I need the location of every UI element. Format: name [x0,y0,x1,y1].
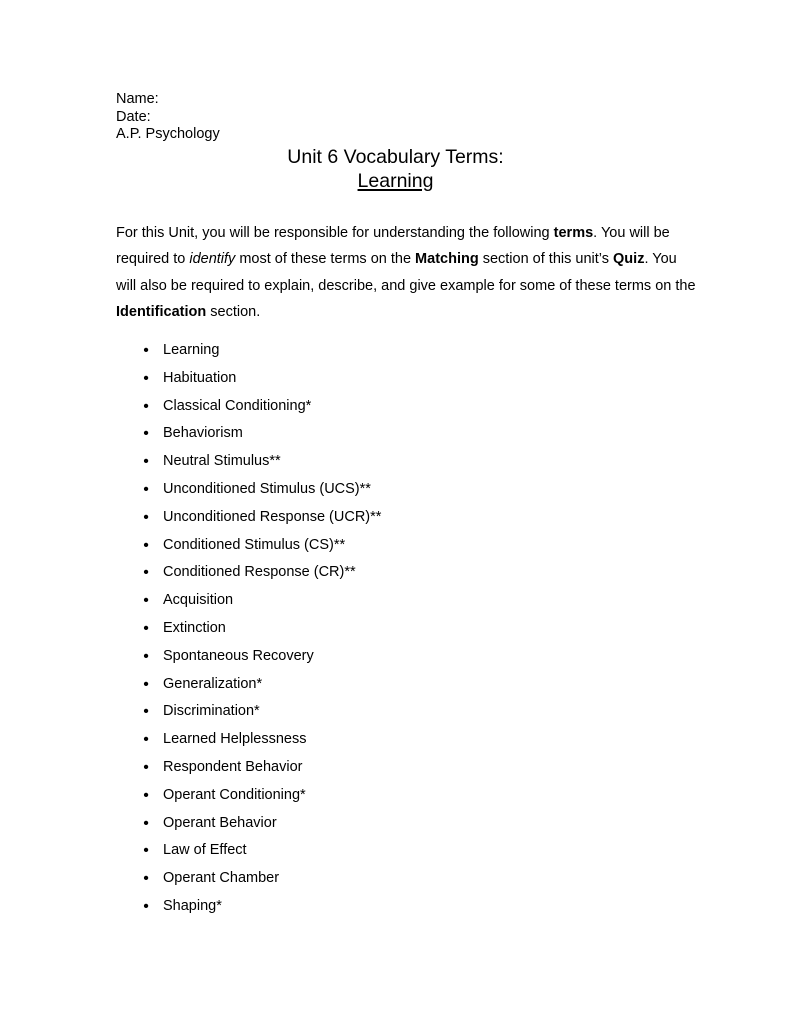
list-item [116,837,381,865]
bullet-icon: • [143,814,149,832]
list-item [116,587,381,615]
bullet-icon: • [143,480,149,498]
bullet-icon: • [143,342,149,359]
term-label: Respondent Behavior [163,758,303,775]
name-label: Name: [116,91,159,107]
term-label: Acquisition [163,592,234,609]
bullet-icon: • [143,508,149,526]
intro-text-1: For this Unit, you will be responsible for understanding the following [116,224,554,241]
intro-bold-quiz: Quiz [613,251,645,267]
course-label: A.P. Psychology [116,126,220,142]
term-label: Operant Conditioning* [163,786,306,803]
list-item [116,559,381,587]
bullet-icon: • [143,870,149,888]
term-label: Operant Chamber [163,870,280,887]
list-item [116,448,381,476]
list-item [116,726,381,754]
list-item [116,476,381,504]
bullet-icon: • [143,786,149,804]
term-label: Operant Behavior [163,814,277,831]
bullet-icon: • [143,675,149,693]
term-label: Unconditioned Response (UCR)** [163,508,382,525]
list-item [116,615,381,643]
bullet-icon: • [143,453,149,471]
bullet-icon: • [143,369,149,387]
bullet-icon: • [143,425,149,443]
term-label: Discrimination* [163,703,260,720]
list-item [116,532,381,560]
term-label: Neutral Stimulus** [163,453,281,470]
date-label: Date: [116,108,151,125]
intro-paragraph [116,220,696,326]
intro-text-2: . You will be required to [116,224,670,267]
list-item [116,782,381,810]
list-item [116,698,381,726]
term-label: Conditioned Response (CR)** [163,564,356,581]
term-label: Classical Conditioning* [163,397,312,414]
intro-italic-identify: identify [189,251,236,267]
term-label: Shaping* [163,897,222,914]
document-title [0,145,791,193]
term-label: Law of Effect [163,842,247,859]
list-item [116,420,381,448]
term-label: Extinction [163,619,226,636]
student-header [116,91,220,144]
list-item [116,810,381,838]
bullet-icon: • [143,758,149,776]
bullet-icon: • [143,703,149,721]
list-item [116,643,381,671]
list-item [116,365,381,393]
title-line-1: Unit 6 Vocabulary Terms: [287,146,504,168]
term-label: Conditioned Stimulus (CS)** [163,536,346,553]
term-label: Spontaneous Recovery [163,647,314,664]
bullet-icon: • [143,592,149,610]
term-label: Learning [163,342,220,358]
intro-text-5: . You will also be required to explain, describe, and give example for some of these terms on the [116,251,696,294]
term-label: Learned Helplessness [163,731,307,748]
bullet-icon: • [143,731,149,749]
intro-bold-identification: Identification [116,304,207,320]
intro-bold-matching: Matching [415,251,479,267]
list-item [116,671,381,699]
list-item [116,893,381,921]
term-label: Behaviorism [163,425,243,442]
bullet-icon: • [143,564,149,582]
term-label: Unconditioned Stimulus (UCS)** [163,480,371,497]
term-label: Generalization* [163,675,263,692]
bullet-icon: • [143,536,149,554]
list-item [116,393,381,421]
list-item [116,754,381,782]
list-item [116,504,381,532]
intro-text-3: most of these terms on the [235,251,416,267]
term-label: Habituation [163,369,237,386]
intro-text-6: section. [206,304,261,320]
bullet-icon: • [143,397,149,415]
vocabulary-list [116,337,381,921]
intro-text-4: section of this unit’s [478,251,614,267]
intro-bold-terms: terms [553,224,594,241]
bullet-icon: • [143,897,149,915]
bullet-icon: • [143,842,149,860]
bullet-icon: • [143,619,149,637]
title-line-2: Learning [357,170,434,192]
list-item [116,865,381,893]
bullet-icon: • [143,647,149,665]
list-item [116,337,381,365]
